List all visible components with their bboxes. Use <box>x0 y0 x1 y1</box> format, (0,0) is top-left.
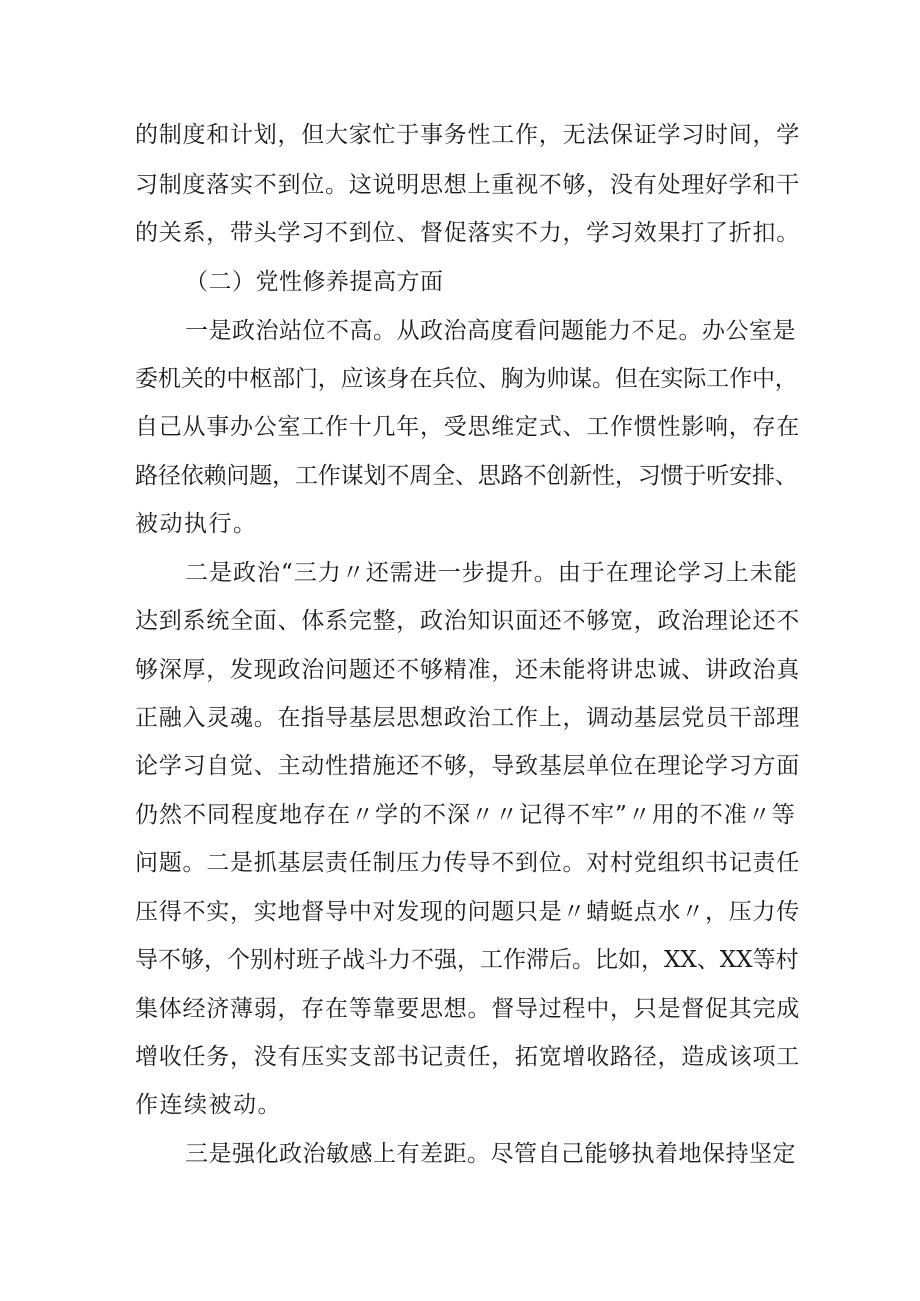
body-text-line: 集体经济薄弱，存在等靠要思想。督导过程中，只是督促其完成 <box>135 996 800 1022</box>
body-text-line: 路径依赖问题，工作谋划不周全、思路不创新性，习惯于听安排、 <box>135 463 798 489</box>
body-text-line: 的关系，带头学习不到位、督促落实不力，学习效果打了折扣。 <box>135 220 800 246</box>
body-text-line: 正融入灵魂。在指导基层思想政治工作上，调动基层党员干部理 <box>135 705 800 731</box>
body-text-line: 委机关的中枢部门，应该身在兵位、胸为帅谋。但在实际工作中， <box>135 366 798 392</box>
paragraph-start-line: 三是强化政治敏感上有差距。尽管自己能够执着地保持坚定 <box>185 1141 796 1167</box>
body-text-line: 增收任务，没有压实支部书记责任，拓宽增收路径，造成该项工 <box>135 1044 800 1070</box>
body-text-line: 自己从事办公室工作十几年，受思维定式、工作惯性影响，存在 <box>135 414 800 440</box>
body-text-line: 导不够，个别村班子战斗力不强，工作滞后。比如，XX、XX等村 <box>135 947 799 973</box>
section-heading: （二）党性修养提高方面 <box>185 269 444 295</box>
body-text-line: 习制度落实不到位。这说明思想上重视不够，没有处理好学和干 <box>135 172 800 198</box>
body-text-line: 被动执行。 <box>135 511 258 537</box>
paragraph-start-line: 一是政治站位不高。从政治高度看问题能力不足。办公室是 <box>185 318 796 344</box>
body-text-line: 论学习自觉、主动性措施还不够，导致基层单位在理论学习方面 <box>135 753 800 779</box>
body-text-line: 的制度和计划，但大家忙于事务性工作，无法保证学习时间，学 <box>135 122 800 148</box>
body-text-line: 够深厚，发现政治问题还不够精准，还未能将讲忠诚、讲政治真 <box>135 657 800 683</box>
body-text-line: 达到系统全面、体系完整，政治知识面还不够宽，政治理论还不 <box>135 608 800 634</box>
body-text-line: 压得不实，实地督导中对发现的问题只是〃蜻蜓点水〃，压力传 <box>135 899 800 925</box>
paragraph-start-line: 二是政治“三力〃还需进一步提升。由于在理论学习上未能 <box>185 560 798 586</box>
body-text-line: 仍然不同程度地存在〃学的不深〃〃记得不牢”〃用的不准〃等 <box>135 802 796 828</box>
body-text-line: 作连续被动。 <box>135 1092 282 1118</box>
body-text-line: 问题。二是抓基层责任制压力传导不到位。对村党组织书记责任 <box>135 850 800 876</box>
